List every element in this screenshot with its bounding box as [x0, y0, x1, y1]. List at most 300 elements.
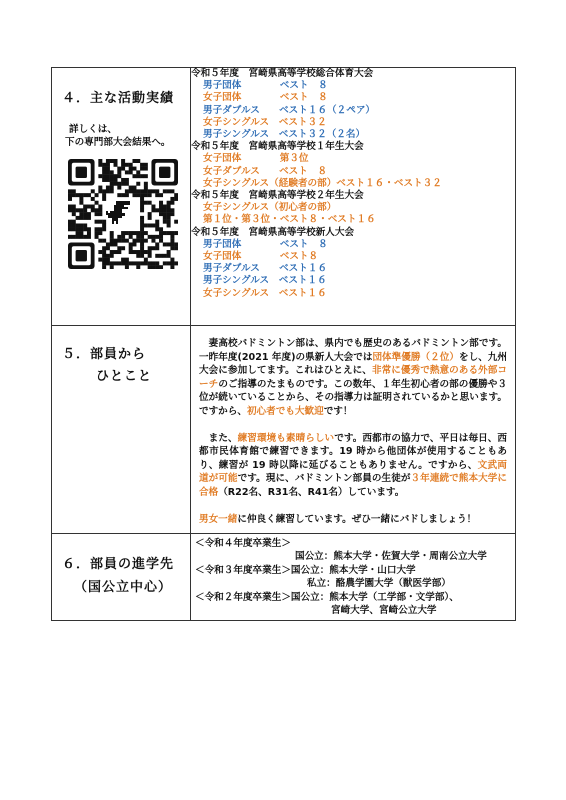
result-line: 女子シングルス（初心者の部） [203, 202, 337, 214]
qr-module [87, 235, 91, 239]
result-line: 女子シングルス ベスト３２ [203, 116, 327, 128]
qr-module [110, 170, 114, 174]
result-line: 男子ダブルス ベスト１６ [203, 263, 328, 275]
qr-module [106, 163, 110, 167]
qr-module [174, 246, 178, 250]
qr-module [148, 265, 152, 269]
qr-module [72, 193, 76, 197]
career-line: ＜令和４年度卒業生＞ [195, 538, 291, 549]
qr-module [136, 265, 140, 269]
text-segment: です。西都市の協力で、平日は毎日、西都市民体育館で練習できます。19 時から他団体が使用することもあり、練習が 19 時以降に延びることもありません。ですから、 [199, 432, 508, 471]
qr-module [110, 250, 114, 254]
qr-module [155, 242, 159, 246]
qr-module [136, 250, 140, 254]
qr-module [98, 212, 102, 216]
qr-module [136, 231, 140, 235]
qr-module [83, 208, 87, 212]
qr-module [163, 242, 167, 246]
qr-module [159, 239, 163, 243]
qr-module [114, 163, 118, 167]
qr-module [163, 212, 167, 216]
qr-module [136, 254, 140, 258]
qr-module [102, 227, 106, 231]
text-segment: 男女一緒 [199, 513, 238, 525]
qr-module [121, 193, 125, 197]
qr-finder-inner [159, 167, 170, 178]
qr-module [129, 242, 133, 246]
qr-module [174, 261, 178, 265]
qr-module [87, 205, 91, 209]
qr-module [106, 167, 110, 171]
qr-module [140, 220, 144, 224]
qr-module [129, 163, 133, 167]
qr-module [125, 193, 129, 197]
qr-module [159, 205, 163, 209]
qr-module [114, 250, 118, 254]
qr-module [102, 246, 106, 250]
qr-module [68, 205, 72, 209]
qr-module [110, 239, 114, 243]
qr-module [129, 250, 133, 254]
careers-row [52, 534, 516, 621]
qr-module [136, 189, 140, 193]
qr-module [114, 174, 118, 178]
qr-module [167, 212, 171, 216]
qr-module [117, 170, 121, 174]
qr-module [163, 205, 167, 209]
result-line: 男子シングルス ベスト３２（２名） [203, 129, 366, 141]
qr-module [170, 212, 174, 216]
qr-module [102, 170, 106, 174]
qr-module [132, 239, 136, 243]
qr-module [167, 189, 171, 193]
qr-module [91, 208, 95, 212]
qr-module [121, 167, 125, 171]
qr-module [132, 174, 136, 178]
qr-module [106, 174, 110, 178]
careers-list-cell [191, 534, 516, 621]
text-segment: です！ [323, 405, 353, 417]
qr-module [167, 242, 171, 246]
qr-module [155, 254, 159, 258]
qr-module [110, 174, 114, 178]
qr-module [110, 231, 114, 235]
activities-results-cell [191, 68, 516, 326]
qr-module [98, 239, 102, 243]
qr-module [68, 208, 72, 212]
qr-module [102, 261, 106, 265]
text-segment: 妻高校バドミントン部は、県内でも歴史のあるバドミントン部です。一昨年度(2021 年度)の県新人大会では [199, 338, 507, 363]
qr-module [125, 231, 129, 235]
qr-module [68, 197, 72, 201]
qr-module [121, 246, 125, 250]
text-segment: 団体準優勝（２位） [372, 351, 459, 363]
qr-module [121, 261, 125, 265]
qr-module [76, 235, 80, 239]
qr-module [102, 193, 106, 197]
qr-module [102, 223, 106, 227]
career-line: ＜令和３年度卒業生＞国公立：熊本大学・山口大学 [195, 564, 416, 576]
qr-module [132, 186, 136, 190]
qr-module [114, 182, 118, 186]
qr-module [110, 254, 114, 258]
activities-title: ４．主な活動実績 [62, 91, 175, 106]
qr-module [151, 246, 155, 250]
qr-module [159, 201, 163, 205]
qr-module [79, 223, 83, 227]
qr-module [144, 174, 148, 178]
qr-module [79, 235, 83, 239]
qr-module [114, 178, 118, 182]
qr-module [174, 242, 178, 246]
qr-module [110, 178, 114, 182]
qr-module [87, 216, 91, 220]
text-segment: 非常に優秀で熱意のある外部コーチ [199, 365, 508, 390]
qr-module [140, 231, 144, 235]
qr-module [170, 265, 174, 269]
qr-module [110, 235, 114, 239]
qr-module [106, 258, 110, 262]
qr-module [125, 178, 129, 182]
qr-module [151, 265, 155, 269]
qr-finder-inner [76, 167, 87, 178]
qr-code-graphic [68, 159, 178, 269]
result-line: 男子団体 ベスト ８ [203, 238, 328, 250]
qr-module [87, 227, 91, 231]
qr-module [144, 201, 148, 205]
qr-module [98, 163, 102, 167]
qr-module [83, 235, 87, 239]
qr-module [76, 193, 80, 197]
qr-module [98, 186, 102, 190]
qr-module [117, 250, 121, 254]
qr-module [140, 201, 144, 205]
qr-module [98, 258, 102, 262]
qr-module [163, 216, 167, 220]
qr-module [170, 242, 174, 246]
qr-module [140, 246, 144, 250]
qr-module [159, 193, 163, 197]
qr-module [95, 208, 99, 212]
careers-title-line1: ６．部員の進学先 [62, 557, 175, 572]
result-line: 男子ダブルス ベスト１６（２ペア） [203, 104, 376, 116]
qr-module [163, 208, 167, 212]
qr-module [79, 208, 83, 212]
result-line: 令和５年度 宮崎県高等学校２年生大会 [191, 190, 364, 202]
qr-module [106, 254, 110, 258]
qr-module [170, 239, 174, 243]
qr-module [110, 182, 114, 186]
qr-module [136, 261, 140, 265]
result-line: 女子団体 第３位 [203, 153, 309, 165]
text-segment: （R22名、R31名、R41名）しています。 [218, 486, 405, 498]
qr-module [79, 212, 83, 216]
qr-module [98, 250, 102, 254]
qr-module [148, 212, 152, 216]
qr-module [148, 261, 152, 265]
qr-module [167, 201, 171, 205]
qr-module [83, 193, 87, 197]
qr-module [76, 223, 80, 227]
qr-module [102, 174, 106, 178]
qr-module [68, 193, 72, 197]
qr-module [140, 261, 144, 265]
qr-module [163, 254, 167, 258]
message-title-line1: ５．部員から [62, 347, 147, 362]
qr-module [98, 174, 102, 178]
qr-module [144, 167, 148, 171]
qr-module [121, 178, 125, 182]
qr-module [132, 261, 136, 265]
qr-module [159, 235, 163, 239]
qr-module [102, 250, 106, 254]
qr-module [102, 258, 106, 262]
career-line: ＜令和２年度卒業生＞国公立：熊本大学（工学部・文学部）、 [195, 591, 459, 603]
qr-module [148, 235, 152, 239]
qr-module [136, 159, 140, 163]
qr-module [95, 235, 99, 239]
qr-module [106, 242, 110, 246]
qr-module [136, 170, 140, 174]
qr-module [140, 205, 144, 209]
text-segment: また、 [199, 432, 238, 444]
qr-module [121, 159, 125, 163]
qr-module [132, 242, 136, 246]
result-line: 令和５年度 宮崎県高等学校新人大会 [191, 226, 355, 238]
qr-module [117, 239, 121, 243]
activities-label-cell [52, 68, 191, 326]
qr-module [102, 239, 106, 243]
qr-module [151, 223, 155, 227]
qr-module [140, 189, 144, 193]
qr-module [102, 163, 106, 167]
qr-module [117, 167, 121, 171]
qr-module [140, 216, 144, 220]
qr-module [129, 261, 133, 265]
qr-module [117, 174, 121, 178]
qr-module [72, 189, 76, 193]
qr-module [132, 159, 136, 163]
qr-module [144, 258, 148, 262]
activities-row [52, 68, 516, 326]
qr-module [148, 223, 152, 227]
result-line: 男子団体 ベスト ８ [203, 80, 328, 92]
qr-module [170, 261, 174, 265]
qr-module [102, 254, 106, 258]
message-title-line2: ひとこと [96, 369, 153, 384]
text-segment: をし、九州大会に参加してます。これはひとえに、 [199, 351, 508, 377]
qr-module [72, 208, 76, 212]
qr-module [121, 163, 125, 167]
qr-module [121, 258, 125, 262]
qr-module [167, 261, 171, 265]
qr-module [151, 239, 155, 243]
qr-module [106, 246, 110, 250]
career-line: 国公立：熊本大学・佐賀大学・周南公立大学 [295, 551, 487, 563]
result-line: 第１位・第３位・ベスト８・ベスト１６ [203, 214, 376, 226]
text-segment: に仲良く練習しています。ぜひ一緒にバドしましょう！ [237, 513, 477, 525]
qr-module [155, 261, 159, 265]
qr-module [144, 189, 148, 193]
qr-module [140, 242, 144, 246]
qr-module [117, 182, 121, 186]
qr-module [148, 193, 152, 197]
qr-module [159, 254, 163, 258]
qr-module [114, 242, 118, 246]
qr-code[interactable] [68, 159, 178, 269]
qr-module [102, 197, 106, 201]
qr-module [72, 212, 76, 216]
qr-module [117, 261, 121, 265]
qr-module [170, 246, 174, 250]
qr-module [144, 163, 148, 167]
qr-module [144, 239, 148, 243]
qr-module [155, 189, 159, 193]
qr-module [114, 239, 118, 243]
text-segment: 初心者でも大歓迎 [246, 405, 324, 417]
qr-module [155, 265, 159, 269]
qr-module [174, 220, 178, 224]
qr-module [68, 189, 72, 193]
qr-module [95, 212, 99, 216]
qr-module [91, 205, 95, 209]
qr-module [125, 239, 129, 243]
qr-module [167, 254, 171, 258]
qr-module [159, 208, 163, 212]
qr-module [98, 220, 102, 224]
qr-finder-inner [76, 250, 87, 261]
qr-module [110, 261, 114, 265]
qr-module [148, 250, 152, 254]
qr-module [148, 216, 152, 220]
qr-module [132, 250, 136, 254]
qr-module [98, 208, 102, 212]
qr-module [129, 246, 133, 250]
qr-module [76, 208, 80, 212]
qr-module [148, 254, 152, 258]
qr-module [83, 223, 87, 227]
qr-module [163, 261, 167, 265]
qr-module [95, 193, 99, 197]
qr-module [98, 205, 102, 209]
qr-module [129, 189, 133, 193]
message-paragraph-1 [199, 337, 507, 419]
qr-module [110, 242, 114, 246]
qr-module [136, 193, 140, 197]
message-paragraph-3 [199, 513, 507, 527]
activities-note-line2: 下の専門部大会結果へ。 [65, 137, 171, 148]
qr-module [174, 193, 178, 197]
result-line: 女子シングルス ベスト１６ [203, 287, 327, 299]
message-row [52, 326, 516, 534]
qr-module [170, 189, 174, 193]
qr-module [110, 189, 114, 193]
qr-module [159, 212, 163, 216]
qr-module [151, 205, 155, 209]
qr-module [140, 193, 144, 197]
text-segment: のご指導のたまものです。この数年、１年生初心者の部の優勝や３位が続いていることから、その指導力は証明されているかと思います。ですから、 [199, 378, 508, 417]
qr-module [110, 159, 114, 163]
qr-module [72, 220, 76, 224]
career-line: 宮崎大学、宮崎公立大学 [331, 605, 437, 617]
qr-module [148, 246, 152, 250]
activities-results-list [191, 68, 515, 300]
qr-module [125, 265, 129, 269]
qr-module [68, 220, 72, 224]
careers-list [195, 537, 511, 617]
qr-module [167, 208, 171, 212]
qr-module [114, 159, 118, 163]
qr-module [155, 193, 159, 197]
qr-module [170, 208, 174, 212]
text-segment: 文武両道が可能 [199, 459, 508, 485]
qr-module [129, 235, 133, 239]
qr-module [140, 223, 144, 227]
qr-module [106, 189, 110, 193]
qr-module [125, 182, 129, 186]
qr-module [155, 223, 159, 227]
qr-module [144, 231, 148, 235]
message-body-cell [191, 326, 516, 534]
qr-module [140, 235, 144, 239]
result-line: 女子ダブルス ベスト ８ [203, 165, 328, 177]
qr-module [167, 223, 171, 227]
qr-module [163, 189, 167, 193]
qr-module [110, 265, 114, 269]
text-segment: ３年連続で熊本大学に合格 [199, 473, 508, 498]
qr-module [136, 182, 140, 186]
qr-module [167, 231, 171, 235]
qr-module [83, 216, 87, 220]
qr-module [140, 254, 144, 258]
result-line: 女子団体 ベスト８ [203, 251, 319, 263]
qr-module [140, 197, 144, 201]
qr-module [125, 258, 129, 262]
qr-module [87, 193, 91, 197]
activities-note-line1: 詳しくは、 [69, 124, 117, 135]
qr-module [117, 193, 121, 197]
qr-module [121, 235, 125, 239]
qr-module [87, 231, 91, 235]
qr-module [95, 201, 99, 205]
qr-module [144, 250, 148, 254]
qr-module [76, 216, 80, 220]
qr-module [155, 235, 159, 239]
qr-module [102, 167, 106, 171]
dinosaur-icon [106, 201, 130, 224]
qr-module [102, 178, 106, 182]
qr-module [76, 231, 80, 235]
qr-module [106, 170, 110, 174]
qr-module [140, 239, 144, 243]
qr-module [170, 235, 174, 239]
qr-module [110, 186, 114, 190]
qr-module [72, 223, 76, 227]
qr-module [174, 231, 178, 235]
result-line: 女子シングルス（経験者の部）ベスト１６・ベスト３２ [203, 177, 442, 189]
qr-module [98, 189, 102, 193]
qr-module [83, 212, 87, 216]
qr-module [125, 163, 129, 167]
qr-module [144, 182, 148, 186]
qr-module [98, 231, 102, 235]
qr-module [170, 258, 174, 262]
qr-module [117, 246, 121, 250]
qr-module [159, 227, 163, 231]
qr-module [106, 261, 110, 265]
qr-module [155, 220, 159, 224]
qr-module [68, 223, 72, 227]
